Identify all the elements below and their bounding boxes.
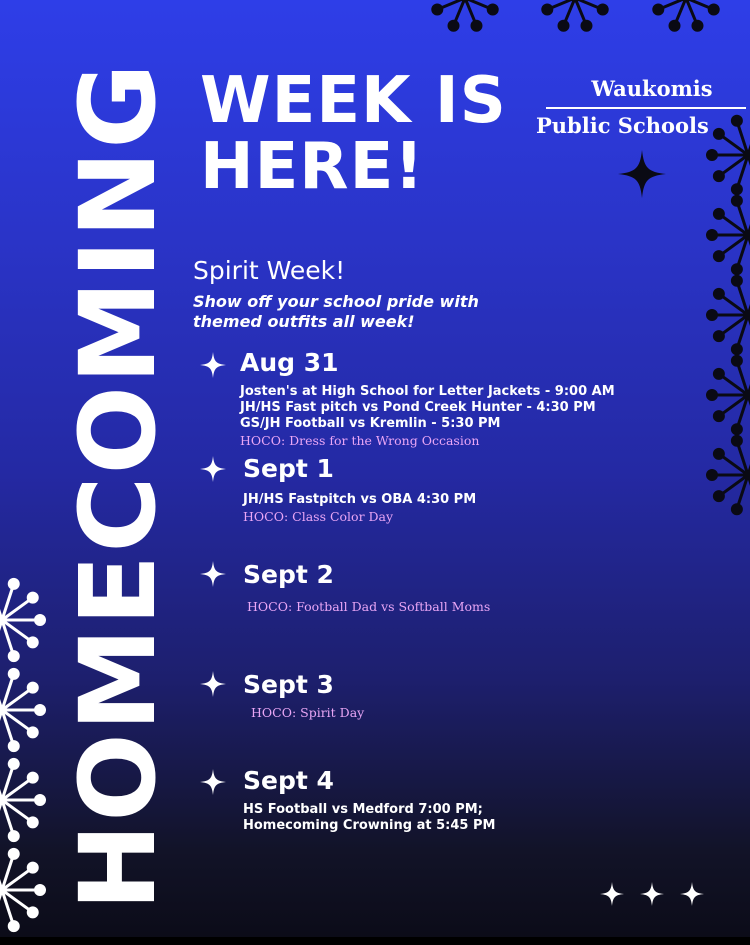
week-is-here-title bbox=[200, 64, 507, 204]
homecoming-vertical-title: HOMECOMING bbox=[57, 61, 179, 911]
event-date: Sept 3 bbox=[243, 670, 334, 699]
sparkle-icon bbox=[680, 882, 704, 906]
event-sept-1 bbox=[243, 454, 476, 526]
event-date: Sept 4 bbox=[243, 766, 334, 795]
event-sept-3 bbox=[243, 670, 364, 722]
school-name bbox=[536, 76, 746, 138]
sparkle-icon bbox=[200, 352, 226, 378]
event-aug-31 bbox=[240, 348, 615, 450]
bottom-bar bbox=[0, 937, 750, 945]
event-date: Sept 2 bbox=[243, 560, 334, 589]
event-line: JH/HS Fastpitch vs OBA 4:30 PM bbox=[243, 492, 477, 507]
school-name-line-2: Public Schools bbox=[536, 113, 709, 138]
event-line: Homecoming Crowning at 5:45 PM bbox=[243, 818, 496, 833]
event-sept-2 bbox=[243, 560, 490, 616]
sparkle-icon bbox=[600, 882, 624, 906]
hoco-theme: HOCO: Dress for the Wrong Occasion bbox=[240, 433, 480, 448]
sparkle-icon bbox=[200, 456, 226, 482]
hoco-theme: HOCO: Class Color Day bbox=[243, 509, 394, 524]
spirit-week-heading: Spirit Week! bbox=[193, 256, 346, 285]
hoco-theme: HOCO: Spirit Day bbox=[251, 705, 365, 720]
event-line: GS/JH Football vs Kremlin - 5:30 PM bbox=[240, 416, 501, 431]
sparkle-icon bbox=[640, 882, 664, 906]
spirit-week-description: Show off your school pride with themed outfits all week! bbox=[193, 292, 479, 331]
event-date: Aug 31 bbox=[240, 348, 339, 377]
sparkle-icon bbox=[200, 671, 226, 697]
sparkle-icon bbox=[200, 769, 226, 795]
sparkle-icon bbox=[200, 561, 226, 587]
large-sparkle-icon bbox=[618, 150, 666, 198]
event-line: Josten's at High School for Letter Jackets - 9:00 AM bbox=[240, 384, 615, 399]
school-name-line-1: Waukomis bbox=[546, 76, 746, 109]
event-line: JH/HS Fast pitch vs Pond Creek Hunter - 4:30 PM bbox=[240, 400, 596, 415]
hoco-theme: HOCO: Football Dad vs Softball Moms bbox=[247, 599, 491, 614]
title-line-2: HERE! bbox=[200, 130, 425, 204]
event-sept-4 bbox=[243, 766, 495, 834]
event-line: HS Football vs Medford 7:00 PM; bbox=[243, 802, 483, 817]
event-date: Sept 1 bbox=[243, 454, 334, 483]
title-line-1: WEEK IS bbox=[200, 64, 507, 138]
